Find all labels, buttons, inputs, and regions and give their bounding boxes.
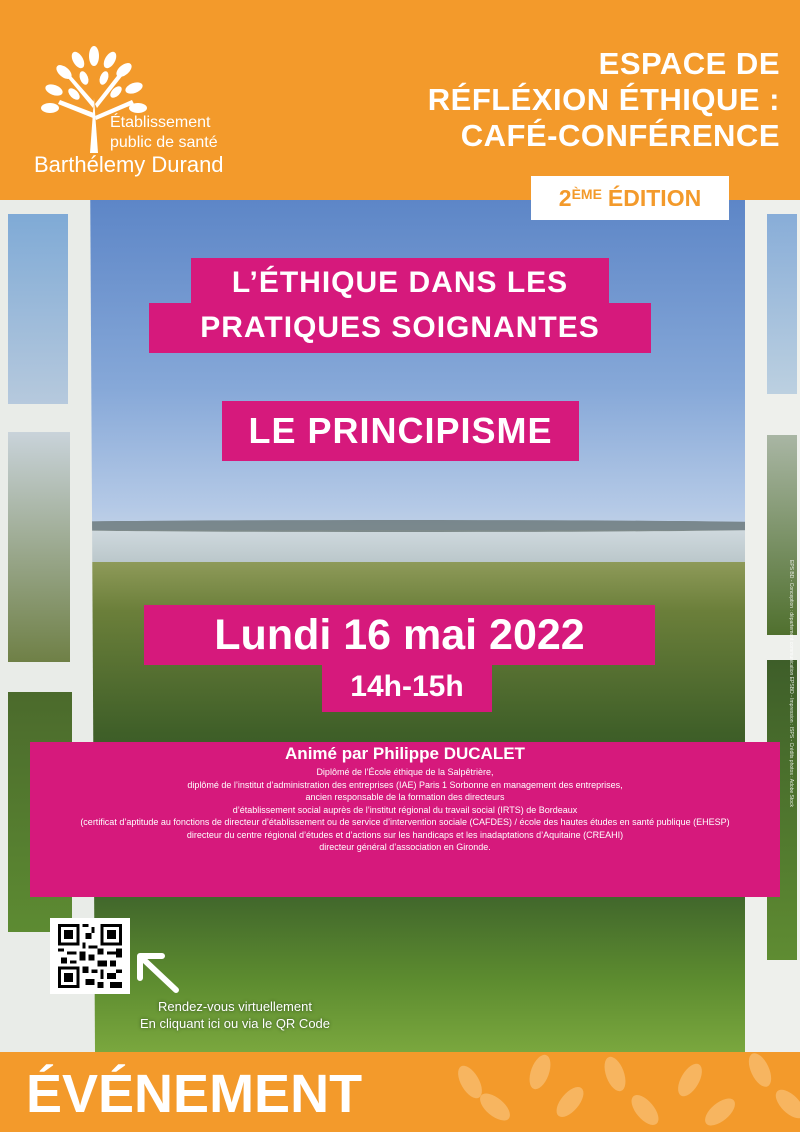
logo-text-line2: public de santé	[110, 134, 218, 151]
speaker-name: Animé par Philippe DUCALET	[285, 744, 525, 763]
event-date: Lundi 16 mai 2022	[144, 605, 655, 665]
horizon-land	[0, 520, 800, 532]
speaker-bio-line: directeur général d’association en Gironde.	[319, 842, 491, 852]
edition-sup: ÈME	[571, 186, 602, 202]
edition-label: ÉDITION	[607, 184, 702, 211]
theme-line2: PRATIQUES SOIGNANTES	[149, 303, 651, 353]
speaker-bio-line: directeur du centre régional d’études et d’actions sur les handicaps et les inadaptations d’Aquitaine (CREAHI)	[186, 829, 624, 840]
leaf-decoration-icon	[430, 1052, 800, 1132]
edition-badge	[531, 176, 729, 220]
logo-text-line1: Établissement	[110, 114, 211, 131]
title-line3: CAFÉ-CONFÉRENCE	[460, 118, 780, 153]
speaker-box	[30, 742, 780, 897]
online-link[interactable]	[100, 998, 370, 1032]
arrow-up-left-icon	[132, 950, 182, 996]
footer-band	[0, 1052, 800, 1132]
credits-text: EPS BD - Conception : département communication EPSBD - Impression : ISPS - Crédits photos : Adobe Stock	[788, 560, 794, 808]
speaker-bio-line: ancien responsable de la formation des directeurs	[305, 792, 505, 802]
footer-label: ÉVÉNEMENT	[26, 1064, 363, 1124]
theme-line1: L’ÉTHIQUE DANS LES	[191, 258, 609, 308]
speaker-bio-line: diplômé de l’institut d’administration des entreprises (IAE) Paris 1 Sorbonne en management des entreprises,	[187, 779, 623, 790]
logo-text-line3: Barthélemy Durand	[34, 152, 224, 177]
logo	[28, 38, 258, 188]
title-line1: ESPACE DE	[598, 46, 780, 81]
speaker-bio-line: (certificat d’aptitude au fonctions de directeur d’établissement ou de service d’intervention sociale (CAFDES) / école des hautes études en santé publique (EHESP)	[80, 817, 730, 827]
theme-subtitle: LE PRINCIPISME	[222, 401, 579, 461]
speaker-bio-line: Diplômé de l’École éthique de la Salpêtrière,	[316, 767, 494, 777]
speaker-bio-line: d’établissement social auprès de l’institut régional du travail social (IRTS) de Bordeaux	[232, 804, 578, 815]
online-line2: En cliquant ici ou via le QR Code	[139, 1016, 331, 1031]
online-line1: Rendez-vous virtuellement	[158, 999, 312, 1014]
title-line2: RÉFLÉXION ÉTHIQUE :	[427, 82, 780, 117]
qr-code-icon[interactable]	[50, 918, 130, 994]
header-band	[0, 0, 800, 200]
speaker-bio	[30, 766, 780, 854]
event-time: 14h-15h	[322, 662, 492, 712]
edition-number: 2	[558, 184, 572, 211]
page-title	[428, 46, 780, 154]
